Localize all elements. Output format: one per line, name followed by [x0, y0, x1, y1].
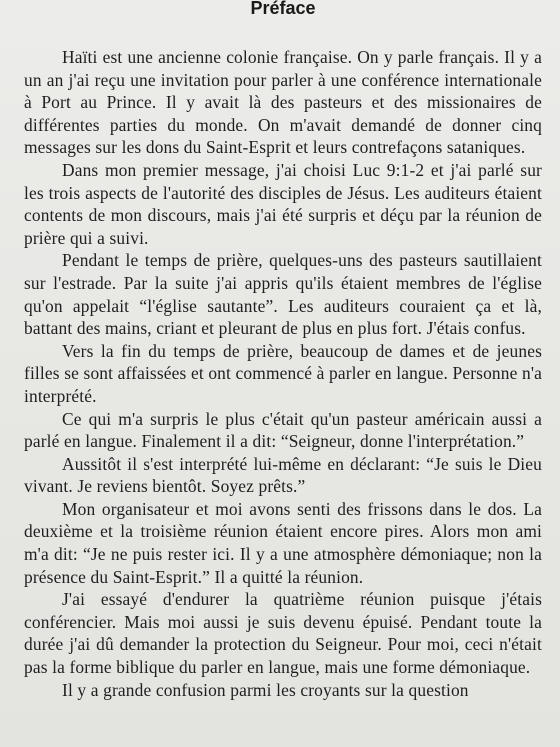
paragraph-7: Mon organisateur et moi avons senti des frissons dans le dos. La deuxième et la troisième réunion étaient encore pires. Alors mon ami m'a dit: “Je ne puis rester ici. Il y a une atmosphère démoniaque; non la présence du Saint-Esprit.” Il a quitté la réunion.	[24, 498, 542, 587]
paragraph-8: J'ai essayé d'endurer la quatrième réunion puisque j'étais conférencier. Mais moi aussi je suis devenu épuisé. Pendant toute la durée j'ai dû demander la protection du Seigneur. Pour moi, ceci n'était pas la forme biblique du parler en langue, mais une forme démoniaque.	[24, 589, 542, 678]
paragraph-4: Vers la fin du temps de prière, beaucoup de dames et de jeunes filles se sont affaissées et ont commencé à parler en langue. Personne n'a interprété.	[24, 340, 542, 406]
paragraph-9: Il y a grande confusion parmi les croyants sur la question	[62, 679, 469, 700]
paragraph-1: Haïti est une ancienne colonie française. On y parle français. Il y a un an j'ai reçu une invitation pour parler à une conférence internationale à Port au Prince. Il y avait là des pasteurs et des missionaires de différentes parties du monde. On m'avait demandé de donner cinq messages sur les dons du Saint-Esprit et leurs contrefaçons sataniques.	[24, 47, 542, 158]
page-title: Préface	[250, 0, 316, 18]
page-body	[24, 46, 542, 701]
paragraph-3: Pendant le temps de prière, quelques-uns des pasteurs sautillaient sur l'estrade. Par la suite j'ai appris qu'ils étaient membres de l'église qu'on appelait “l'église sautante”. Les auditeurs couraient ça et là, battant des mains, criant et pleurant de plus en plus fort. J'étais confus.	[24, 250, 542, 339]
paragraph-2: Dans mon premier message, j'ai choisi Luc 9:1-2 et j'ai parlé sur les trois aspects de l'autorité des disciples de Jésus. Les auditeurs étaient contents de mon discours, mais j'ai été surpris et déçu par la réunion de prière qui a suivi.	[24, 159, 542, 248]
paragraph-6: Aussitôt il s'est interprété lui-même en déclarant: “Je suis le Dieu vivant. Je reviens bientôt. Soyez prêts.”	[24, 453, 542, 497]
paragraph-5: Ce qui m'a surpris le plus c'était qu'un pasteur américain aussi a parlé en langue. Finalement il a dit: “Seigneur, donne l'interprétation.”	[24, 408, 542, 452]
